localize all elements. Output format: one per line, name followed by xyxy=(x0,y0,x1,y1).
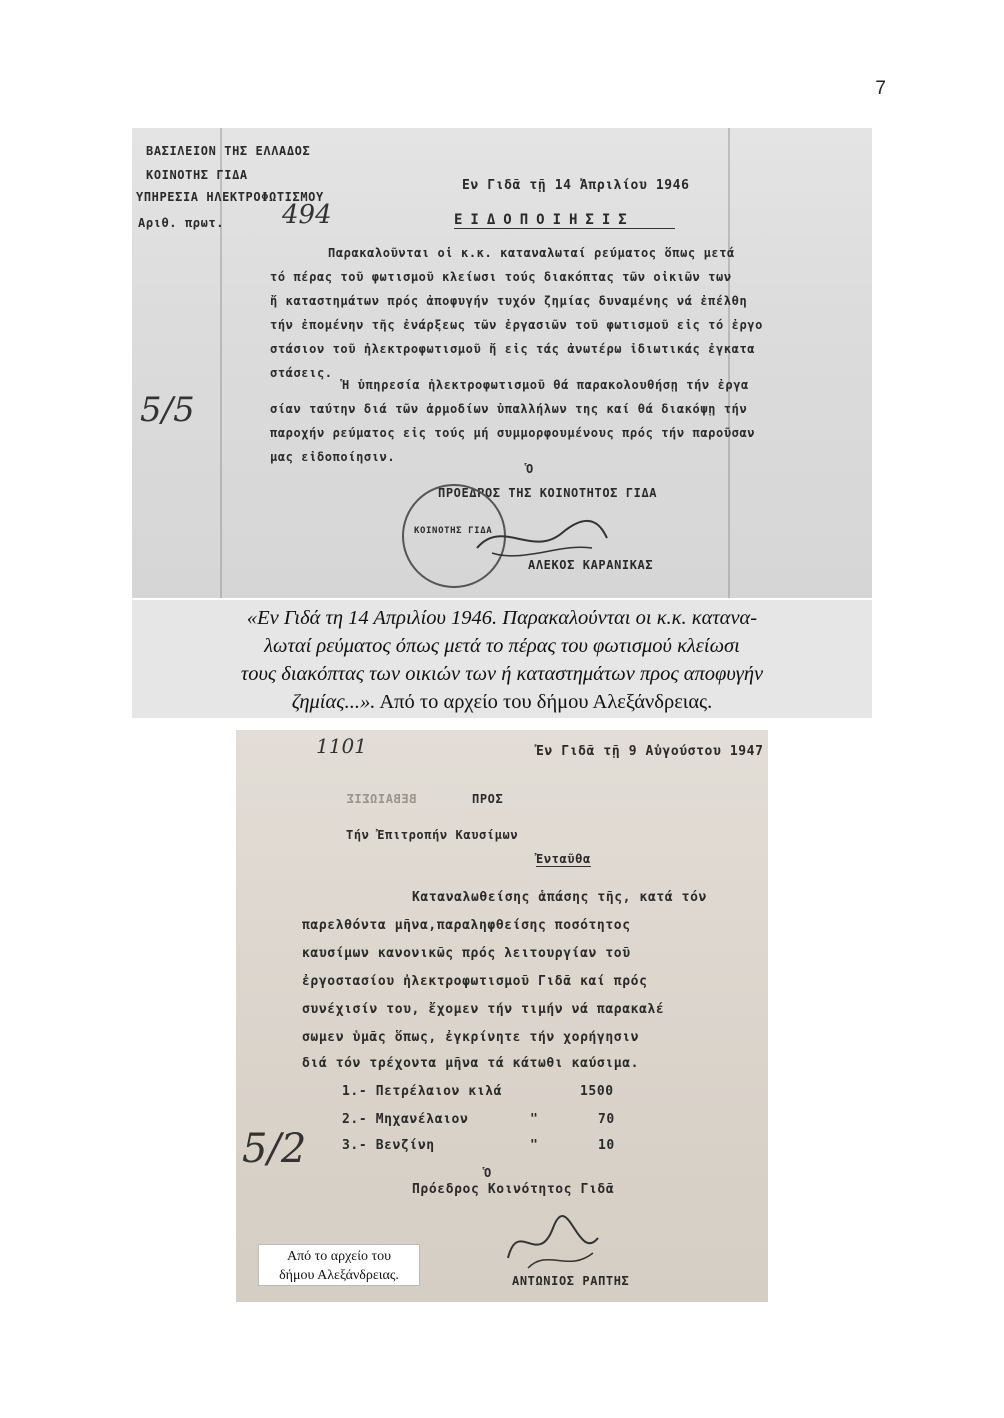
fuel-item-qty: 10 xyxy=(598,1138,615,1153)
body-line: παροχήν ρεύματος εἰς τούς μή συμμορφουμένους πρός τήν παροῦσαν xyxy=(270,426,756,440)
margin-note: 5/2 xyxy=(242,1126,307,1172)
signature-name: ΑΛΕΚΟΣ ΚΑΡΑΝΙΚΑΣ xyxy=(528,558,654,572)
recipient: Τήν Ἐπιτροπήν Καυσίμων xyxy=(346,828,519,842)
fuel-item-label: 3.- Βενζίνη xyxy=(342,1138,435,1153)
caption-letter-1947 xyxy=(258,1244,420,1286)
fuel-item-ditto: " xyxy=(530,1138,539,1153)
scanned-letter-1947 xyxy=(236,730,768,1302)
fuel-item-qty: 1500 xyxy=(580,1084,614,1099)
date-line: Ἐν Γιδᾶ τῇ 9 Αὐγούστου 1947 xyxy=(536,744,764,759)
protocol-number: 494 xyxy=(282,200,332,230)
seal-text: ΚΟΙΝΟΤΗΣ ΓΙΔΑ xyxy=(414,526,493,536)
recipient-place: Ἐνταῦθα xyxy=(536,852,591,866)
margin-note: 5/5 xyxy=(140,390,195,430)
signature-title: Πρόεδρος Κοινότητος Γιδᾶ xyxy=(412,1182,615,1197)
body-line: μας εἰδοποίησιν. xyxy=(270,450,396,464)
notice-title: ΕΙΔΟΠΟΙΗΣΙΣ xyxy=(454,212,675,229)
fuel-item-ditto: " xyxy=(530,1112,539,1127)
body-line: καυσίμων κανονικῶς πρός λειτουργίαν τοῦ xyxy=(302,946,631,961)
caption-source: Από το αρχείο του δήμου Αλεξάνδρειας. xyxy=(375,691,713,713)
caption-last-line xyxy=(132,688,872,716)
header-protocol-label: Αριθ. πρωτ. xyxy=(138,216,225,230)
body-line: συνέχισίν του, ἔχομεν τήν τιμήν νά παρακαλέ xyxy=(302,1002,665,1017)
body-line: ἤ καταστημάτων πρός ἀποφυγήν τυχόν ζημίας δυναμένης νά ἐπέλθη xyxy=(270,294,748,308)
body-line: σίαν ταύτην διά τῶν ἁρμοδίων ὑπαλλήλων της καί θά διακόψῃ τήν xyxy=(270,402,748,416)
body-line: στάσιον τοῦ ἠλεκτροφωτισμοῦ ἤ εἰς τάς ἀνωτέρω ἰδιωτικάς ἐγκατα xyxy=(270,342,756,356)
signature-scribble-icon xyxy=(498,1208,608,1278)
signature-article: Ὁ xyxy=(526,462,534,476)
scanned-notice-1946 xyxy=(132,128,872,598)
caption-quote-line: λωταί ρεύματος όπως μετά το πέρας του φωτισμού κλείωσι xyxy=(264,635,740,657)
page-number: 7 xyxy=(875,78,886,99)
signature-title: ΠΡΟΕΔΡΟΣ ΤΗΣ ΚΟΙΝΟΤΗΤΟΣ ΓΙΔΑ xyxy=(438,486,658,500)
body-line: Ἡ ὑπηρεσία ἠλεκτροφωτισμοῦ θά παρακολουθήσῃ τήν ἐργα xyxy=(342,378,749,392)
caption-quote-line: τους διακόπτας των οικιών των ή καταστημάτων προς αποφυγήν xyxy=(240,663,764,685)
caption-quote-line: «Εν Γιδά τη 14 Απριλίου 1946. Παρακαλούνται οι κ.κ. κατανα- xyxy=(246,607,758,629)
header-kingdom: ΒΑΣΙΛΕΙΟΝ ΤΗΣ ΕΛΛΑΔΟΣ xyxy=(146,144,311,158)
body-line: στάσεις. xyxy=(270,366,333,380)
body-line: παρελθόντα μῆνα,παραληφθείσης ποσότητος xyxy=(302,918,631,933)
body-line: Παρακαλοῦνται οἱ κ.κ. καταναλωταί ρεύματος ὅπως μετά xyxy=(328,246,735,260)
body-line: ἐργοστασίου ἠλεκτροφωτισμοῦ Γιδᾶ καί πρός xyxy=(302,974,648,989)
body-line: τήν ἐπομένην τῆς ἐνάρξεως τῶν ἐργασιῶν τοῦ φωτισμοῦ εἰς τό ἐργο xyxy=(270,318,763,332)
fuel-item-qty: 70 xyxy=(598,1112,615,1127)
date-line: Εν Γιδᾶ τῇ 14 Ἀπριλίου 1946 xyxy=(462,178,690,193)
reference-number: 1101 xyxy=(316,734,367,758)
caption-line: δήμου Αλεξάνδρειας. xyxy=(279,1268,399,1283)
body-line: τό πέρας τοῦ φωτισμοῦ κλείωσι τούς διακόπτας τῶν οἰκιῶν των xyxy=(270,270,732,284)
header-service: ΥΠΗΡΕΣΙΑ ΗΛΕΚΤΡΟΦΩΤΙΣΜΟΥ xyxy=(136,190,324,204)
to-label: ΠΡΟΣ xyxy=(472,792,504,806)
mirrored-heading: ΒΕΒΑΙΩΣΙΣ xyxy=(346,792,417,806)
body-line: Καταναλωθείσης ἁπάσης τῆς, κατά τόν xyxy=(412,890,707,905)
caption-line: Από το αρχείο του xyxy=(286,1249,392,1264)
body-line: σωμεν ὑμᾶς ὅπως, ἐγκρίνητε τήν χορήγησιν xyxy=(302,1030,640,1045)
fuel-item-label: 2.- Μηχανέλαιον xyxy=(342,1112,469,1127)
signature-name: ΑΝΤΩΝΙΟΣ ΡΑΠΤΗΣ xyxy=(512,1274,630,1288)
signature-article: Ὁ xyxy=(484,1166,492,1180)
fuel-item-label: 1.- Πετρέλαιον κιλά xyxy=(342,1084,503,1099)
header-community: ΚΟΙΝΟΤΗΣ ΓΙΔΑ xyxy=(146,168,248,182)
caption-notice-1946 xyxy=(132,600,872,718)
body-line: διά τόν τρέχοντα μῆνα τά κάτωθι καύσιμα. xyxy=(302,1056,640,1071)
caption-quote-line: ζημίας...». xyxy=(291,691,376,713)
